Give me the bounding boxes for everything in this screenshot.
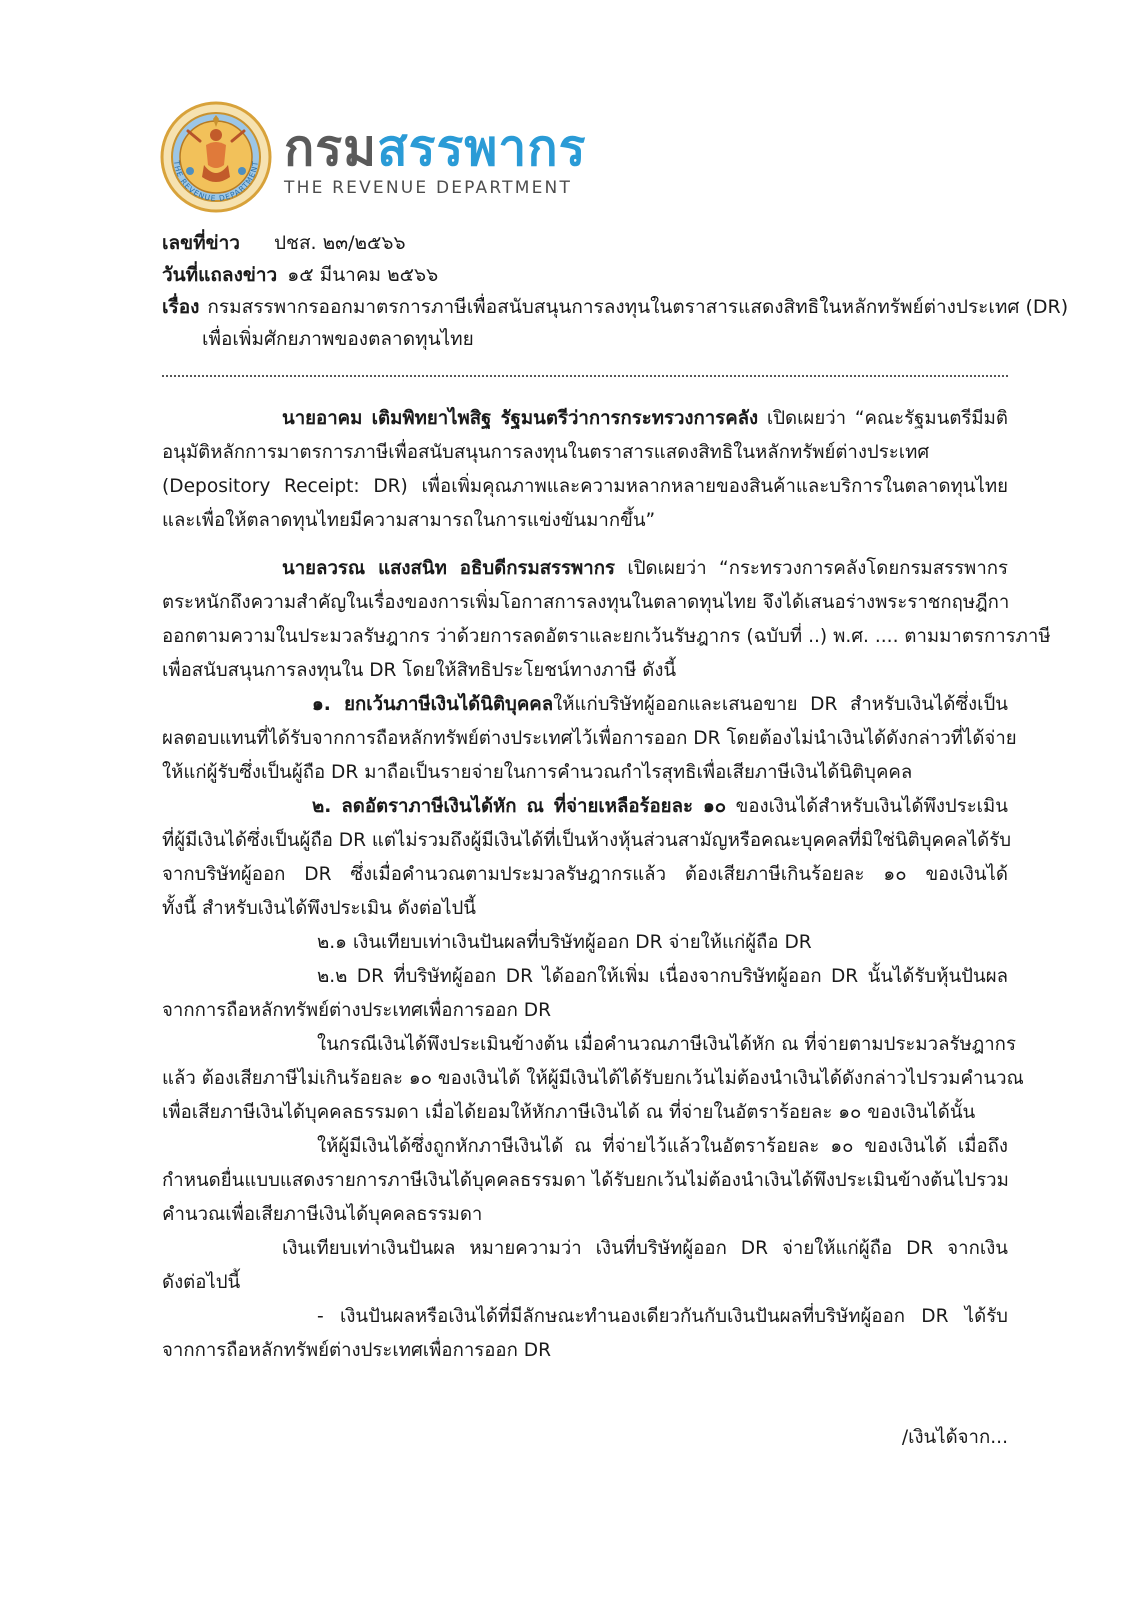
paragraph-4-line-2: กำหนดยื่นแบบแสดงรายการภาษีเงินได้บุคคลธรรมดา ได้รับยกเว้นไม่ต้องนำเงินได้พึงประเมินข้างต้นไปรวม [162,1170,1009,1191]
paragraph-4-line-3: คำนวณเพื่อเสียภาษีเงินได้บุคคลธรรมดา [162,1204,483,1225]
subject-line-2: เพื่อเพิ่มศักยภาพของตลาดทุนไทย [202,328,474,350]
date-row [162,260,1022,292]
item-2-line-1-text: ของเงินได้สำหรับเงินได้พึงประเมิน [726,796,1009,817]
paragraph-1-line-1-text: เปิดเผยว่า “คณะรัฐมนตรีมีมติ [758,408,1008,429]
item-1-heading: ๑. ยกเว้นภาษีเงินได้นิติบุคคล [312,694,554,715]
news-number-value: ปชส. ๒๓/๒๕๖๖ [273,232,406,254]
date-label: วันที่แถลงข่าว [162,264,278,286]
paragraph-1-line-3: (Depository Receipt: DR) เพื่อเพิ่มคุณภาพและความหลากหลายของสินค้าและบริการในตลาดทุนไทย [162,476,1008,497]
revenue-department-seal-icon [160,101,272,213]
subject-label: เรื่อง [162,296,200,318]
item-2-line-3: จากบริษัทผู้ออก DR ซึ่งเมื่อคำนวณตามประมวลรัษฎากรแล้ว ต้องเสียภาษีเกินร้อยละ ๑๐ ของเงินได้ [162,864,1008,885]
date-value: ๑๕ มีนาคม ๒๕๖๖ [287,264,439,286]
paragraph-1-line-1 [162,402,1008,436]
item-2-heading: ๒. ลดอัตราภาษีเงินได้หัก ณ ที่จ่ายเหลือร้อยละ ๑๐ [312,796,727,817]
subject-row [162,292,1069,324]
paragraph-3-line-3: เพื่อเสียภาษีเงินได้บุคคลธรรมดา เมื่อได้ยอมให้หักภาษีเงินได้ ณ ที่จ่ายในอัตราร้อยละ ๑๐ ของเงินได้นั้น [162,1102,976,1123]
brand-thai [284,120,587,176]
item-2-2-line-1: ๒.๒ DR ที่บริษัทผู้ออก DR ได้ออกให้เพิ่ม เนื่องจากบริษัทผู้ออก DR นั้นได้รับหุ้นปันผล [317,966,1008,987]
item-2-line-4: ทั้งนี้ สำหรับเงินได้พึงประเมิน ดังต่อไปนี้ [162,898,476,919]
item-1-line-1-text: ให้แก่บริษัทผู้ออกและเสนอขาย DR สำหรับเงินได้ซึ่งเป็น [553,694,1008,715]
item-2-2-line-2: จากการถือหลักทรัพย์ต่างประเทศเพื่อการออก DR [162,1000,551,1021]
item-1-line-1 [162,688,1008,722]
paragraph-6-line-2: จากการถือหลักทรัพย์ต่างประเทศเพื่อการออก DR [162,1340,551,1361]
news-body [162,402,1051,1368]
paragraph-1-line-2: อนุมัติหลักการมาตรการภาษีเพื่อสนับสนุนการลงทุนในตราสารแสดงสิทธิในหลักทรัพย์ต่างประเทศ [162,442,930,463]
paragraph-5-line-2: ดังต่อไปนี้ [162,1272,241,1293]
paragraph-6-line-1: - เงินปันผลหรือเงินได้ที่มีลักษณะทำนองเดียวกันกับเงินปันผลที่บริษัทผู้ออก DR ได้รับ [317,1306,1008,1327]
news-number-label: เลขที่ข่าว [162,232,240,254]
news-meta [162,228,1069,356]
seal-text: THE REVENUE DEPARTMENT [171,160,261,204]
item-2-line-2: ที่ผู้มีเงินได้ซึ่งเป็นผู้ถือ DR แต่ไม่รวมถึงผู้มีเงินได้ที่เป็นห้างหุ้นส่วนสามัญหรือคณะบุคคลที่มิใช่นิติบุคคลได้รับ [162,830,1012,851]
paragraph-4-line-1: ให้ผู้มีเงินได้ซึ่งถูกหักภาษีเงินได้ ณ ที่จ่ายไว้แล้วในอัตราร้อยละ ๑๐ ของเงินได้ เมื่อถึง [317,1136,1008,1157]
news-number-row [162,228,1022,260]
paragraph-gap [162,538,1008,552]
paragraph-2-line-2: ตระหนักถึงความสำคัญในเรื่องของการเพิ่มโอกาสการลงทุนในตลาดทุนไทย จึงได้เสนอร่างพระราชกฤษฎีกา [162,592,1010,613]
letterhead [160,102,587,212]
director-general-name: นายลวรณ แสงสนิท อธิบดีกรมสรรพากร [282,558,615,579]
brand-wordmark [284,120,587,198]
minister-name: นายอาคม เติมพิทยาไพสิฐ รัฐมนตรีว่าการกระทรวงการคลัง [282,408,759,429]
brand-english: THE REVENUE DEPARTMENT [284,178,573,198]
item-1-line-2: ผลตอบแทนที่ได้รับจากการถือหลักทรัพย์ต่างประเทศไว้เพื่อการออก DR โดยต้องไม่นำเงินได้ดังกล่าวที่ได้จ่าย [162,728,1017,749]
paragraph-2-line-4: เพื่อสนับสนุนการลงทุนใน DR โดยให้สิทธิประโยชน์ทางภาษี ดังนี้ [162,660,677,681]
paragraph-1-line-4: และเพื่อให้ตลาดทุนไทยมีความสามารถในการแข่งขันมากขึ้น” [162,510,656,531]
paragraph-2-line-1 [162,552,1008,586]
paragraph-5-line-1: เงินเทียบเท่าเงินปันผล หมายความว่า เงินที่บริษัทผู้ออก DR จ่ายให้แก่ผู้ถือ DR จากเงิน [282,1238,1008,1259]
brand-thai-part2: สรรพากร [377,119,587,177]
paragraph-3-line-2: แล้ว ต้องเสียภาษีไม่เกินร้อยละ ๑๐ ของเงินได้ ให้ผู้มีเงินได้ได้รับยกเว้นไม่ต้องนำเงินได้ดังกล่าวไปรวมคำนวณ [162,1068,1024,1089]
dotted-divider [162,375,1008,377]
item-2-1: ๒.๑ เงินเทียบเท่าเงินปันผลที่บริษัทผู้ออก DR จ่ายให้แก่ผู้ถือ DR [317,932,812,953]
paragraph-2-line-3: ออกตามความในประมวลรัษฎากร ว่าด้วยการลดอัตราและยกเว้นรัษฎากร (ฉบับที่ ..) พ.ศ. .... ตามมาตรการภาษี [162,626,1051,647]
brand-thai-part1: กรม [284,119,378,177]
item-2-line-1 [162,790,1008,824]
paragraph-3-line-1: ในกรณีเงินได้พึงประเมินข้างต้น เมื่อคำนวณภาษีเงินได้หัก ณ ที่จ่ายตามประมวลรัษฎากร [317,1034,1016,1055]
subject-line-1: กรมสรรพากรออกมาตรการภาษีเพื่อสนับสนุนการลงทุนในตราสารแสดงสิทธิในหลักทรัพย์ต่างประเทศ (DR) [207,296,1069,318]
item-1-line-3: ให้แก่ผู้รับซึ่งเป็นผู้ถือ DR มาถือเป็นรายจ่ายในการคำนวณกำไรสุทธิเพื่อเสียภาษีเงินได้นิติบุคคล [162,762,913,783]
paragraph-2-line-1-text: เปิดเผยว่า “กระทรวงการคลังโดยกรมสรรพากร [614,558,1009,579]
continuation-marker: /เงินได้จาก... [901,1427,1008,1448]
